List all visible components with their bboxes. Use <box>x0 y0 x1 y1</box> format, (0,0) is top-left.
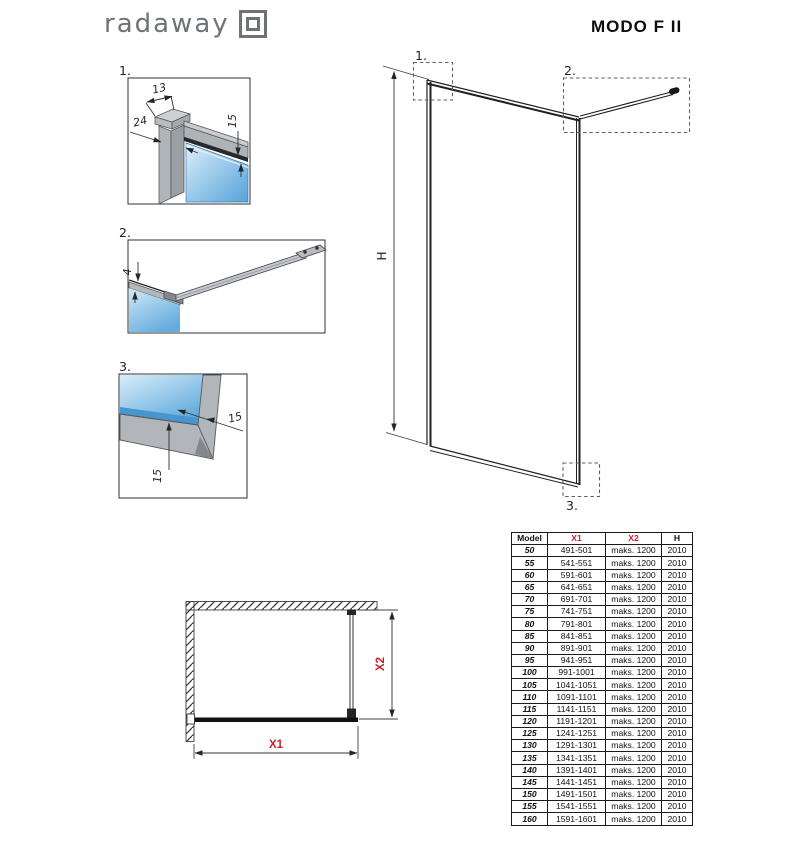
bolt <box>303 250 306 253</box>
table-row <box>512 593 693 605</box>
model-cell: 130 <box>512 740 548 752</box>
model-cell: 85 <box>512 630 548 642</box>
value-cell: 1141-1151 <box>548 703 606 715</box>
model-cell: 90 <box>512 642 548 654</box>
model-cell: 120 <box>512 715 548 727</box>
value-cell: 1191-1201 <box>548 715 606 727</box>
value-cell: 741-751 <box>548 606 606 618</box>
value-cell: 2010 <box>662 788 693 800</box>
product-title: MODO F II <box>591 17 683 36</box>
value-cell: maks. 1200 <box>606 752 662 764</box>
dim-height: H <box>375 251 389 261</box>
value-cell: 941-951 <box>548 654 606 666</box>
dim-15-bottom: 15 <box>151 469 164 483</box>
model-cell: 100 <box>512 667 548 679</box>
model-cell: 150 <box>512 788 548 800</box>
value-cell: 1591-1601 <box>548 813 606 825</box>
dim-15: 15 <box>226 114 239 128</box>
table-row <box>512 654 693 666</box>
model-cell: 140 <box>512 764 548 776</box>
support-bar <box>580 90 677 119</box>
value-cell: 2010 <box>662 764 693 776</box>
spec-table-body <box>512 545 693 825</box>
value-cell: 641-651 <box>548 581 606 593</box>
value-cell: maks. 1200 <box>606 813 662 825</box>
dim-x1: X1 <box>268 739 284 751</box>
value-cell: maks. 1200 <box>606 691 662 703</box>
column-header: Model <box>512 533 548 545</box>
value-cell: maks. 1200 <box>606 715 662 727</box>
value-cell: maks. 1200 <box>606 557 662 569</box>
bar-end-cap <box>672 90 677 91</box>
value-cell: 1541-1551 <box>548 801 606 813</box>
value-cell: maks. 1200 <box>606 581 662 593</box>
value-cell: maks. 1200 <box>606 618 662 630</box>
model-cell: 110 <box>512 691 548 703</box>
glass-panel <box>194 718 358 723</box>
value-cell: maks. 1200 <box>606 776 662 788</box>
value-cell: 2010 <box>662 715 693 727</box>
table-row <box>512 618 693 630</box>
value-cell: 1441-1451 <box>548 776 606 788</box>
elevation-callout-2: 2. <box>564 63 576 78</box>
callout-box-3 <box>563 463 600 497</box>
value-cell: 2010 <box>662 593 693 605</box>
value-cell: 991-1001 <box>548 667 606 679</box>
value-cell: maks. 1200 <box>606 740 662 752</box>
model-cell: 115 <box>512 703 548 715</box>
dim-4: 4 <box>121 268 134 276</box>
table-row <box>512 630 693 642</box>
value-cell: 2010 <box>662 679 693 691</box>
value-cell: 2010 <box>662 667 693 679</box>
value-cell: 691-701 <box>548 593 606 605</box>
detail-1-drawing <box>119 63 250 204</box>
value-cell: 2010 <box>662 569 693 581</box>
value-cell: maks. 1200 <box>606 606 662 618</box>
model-cell: 80 <box>512 618 548 630</box>
spec-table-header-row <box>512 533 693 545</box>
value-cell: 1391-1401 <box>548 764 606 776</box>
value-cell: maks. 1200 <box>606 788 662 800</box>
detail-1-label: 1. <box>119 63 131 78</box>
value-cell: 2010 <box>662 545 693 557</box>
table-row <box>512 801 693 813</box>
wall-profile <box>159 126 171 204</box>
value-cell: 591-601 <box>548 569 606 581</box>
wall-bracket <box>347 610 356 616</box>
dim-24: 24 <box>131 113 149 130</box>
value-cell: 2010 <box>662 581 693 593</box>
table-row <box>512 703 693 715</box>
table-row <box>512 715 693 727</box>
value-cell: 541-551 <box>548 557 606 569</box>
table-row <box>512 740 693 752</box>
table-row <box>512 581 693 593</box>
model-cell: 50 <box>512 545 548 557</box>
model-cell: 70 <box>512 593 548 605</box>
value-cell: 2010 <box>662 801 693 813</box>
value-cell: 791-801 <box>548 618 606 630</box>
elevation-drawing <box>375 48 690 513</box>
value-cell: 2010 <box>662 642 693 654</box>
value-cell: 2010 <box>662 606 693 618</box>
model-cell: 155 <box>512 801 548 813</box>
value-cell: 1041-1051 <box>548 679 606 691</box>
brand-name: radaway <box>104 9 230 39</box>
dim-13: 13 <box>150 80 168 97</box>
value-cell: 491-501 <box>548 545 606 557</box>
model-cell: 145 <box>512 776 548 788</box>
table-row <box>512 679 693 691</box>
table-row <box>512 788 693 800</box>
value-cell: 1491-1501 <box>548 788 606 800</box>
value-cell: 1291-1301 <box>548 740 606 752</box>
wall-bracket <box>296 245 326 258</box>
table-row <box>512 569 693 581</box>
model-cell: 105 <box>512 679 548 691</box>
value-cell: 2010 <box>662 728 693 740</box>
value-cell: 1341-1351 <box>548 752 606 764</box>
model-cell: 75 <box>512 606 548 618</box>
model-cell: 60 <box>512 569 548 581</box>
detail-2-label: 2. <box>119 225 131 240</box>
column-header: X1 <box>548 533 606 545</box>
table-row <box>512 752 693 764</box>
table-row <box>512 728 693 740</box>
detail-2-drawing <box>119 225 326 333</box>
value-cell: 2010 <box>662 618 693 630</box>
dim-15-side: 15 <box>226 409 244 426</box>
model-cell: 95 <box>512 654 548 666</box>
value-cell: maks. 1200 <box>606 630 662 642</box>
table-row <box>512 813 693 825</box>
value-cell: 2010 <box>662 630 693 642</box>
value-cell: 2010 <box>662 752 693 764</box>
dim-x2: X2 <box>375 656 387 672</box>
table-row <box>512 545 693 557</box>
table-row <box>512 764 693 776</box>
value-cell: maks. 1200 <box>606 764 662 776</box>
table-row <box>512 776 693 788</box>
value-cell: 2010 <box>662 557 693 569</box>
column-header: X2 <box>606 533 662 545</box>
value-cell: 2010 <box>662 654 693 666</box>
detail-3-drawing <box>119 359 247 498</box>
value-cell: maks. 1200 <box>606 667 662 679</box>
value-cell: maks. 1200 <box>606 703 662 715</box>
glass-bracket <box>347 709 356 718</box>
value-cell: maks. 1200 <box>606 545 662 557</box>
value-cell: 1241-1251 <box>548 728 606 740</box>
value-cell: 2010 <box>662 691 693 703</box>
size-table <box>511 532 693 826</box>
detail-3-label: 3. <box>119 359 131 374</box>
value-cell: maks. 1200 <box>606 654 662 666</box>
callout-box-2 <box>564 78 690 133</box>
value-cell: 1091-1101 <box>548 691 606 703</box>
model-cell: 55 <box>512 557 548 569</box>
bolt <box>315 246 318 249</box>
value-cell: 891-901 <box>548 642 606 654</box>
model-cell: 135 <box>512 752 548 764</box>
table-row <box>512 557 693 569</box>
value-cell: 2010 <box>662 813 693 825</box>
glass-panel-outline <box>427 80 581 487</box>
value-cell: maks. 1200 <box>606 679 662 691</box>
value-cell: maks. 1200 <box>606 569 662 581</box>
value-cell: maks. 1200 <box>606 642 662 654</box>
plan-drawing <box>186 602 398 760</box>
wall-profile <box>187 714 195 724</box>
value-cell: 2010 <box>662 703 693 715</box>
value-cell: 841-851 <box>548 630 606 642</box>
model-cell: 65 <box>512 581 548 593</box>
table-row <box>512 642 693 654</box>
elevation-callout-1: 1. <box>415 48 427 63</box>
value-cell: maks. 1200 <box>606 593 662 605</box>
top-wall <box>186 602 377 611</box>
value-cell: maks. 1200 <box>606 728 662 740</box>
table-row <box>512 606 693 618</box>
model-cell: 125 <box>512 728 548 740</box>
value-cell: maks. 1200 <box>606 801 662 813</box>
table-row <box>512 691 693 703</box>
value-cell: 2010 <box>662 740 693 752</box>
table-row <box>512 667 693 679</box>
model-cell: 160 <box>512 813 548 825</box>
elevation-callout-3: 3. <box>566 498 578 513</box>
column-header: H <box>662 533 693 545</box>
value-cell: 2010 <box>662 776 693 788</box>
